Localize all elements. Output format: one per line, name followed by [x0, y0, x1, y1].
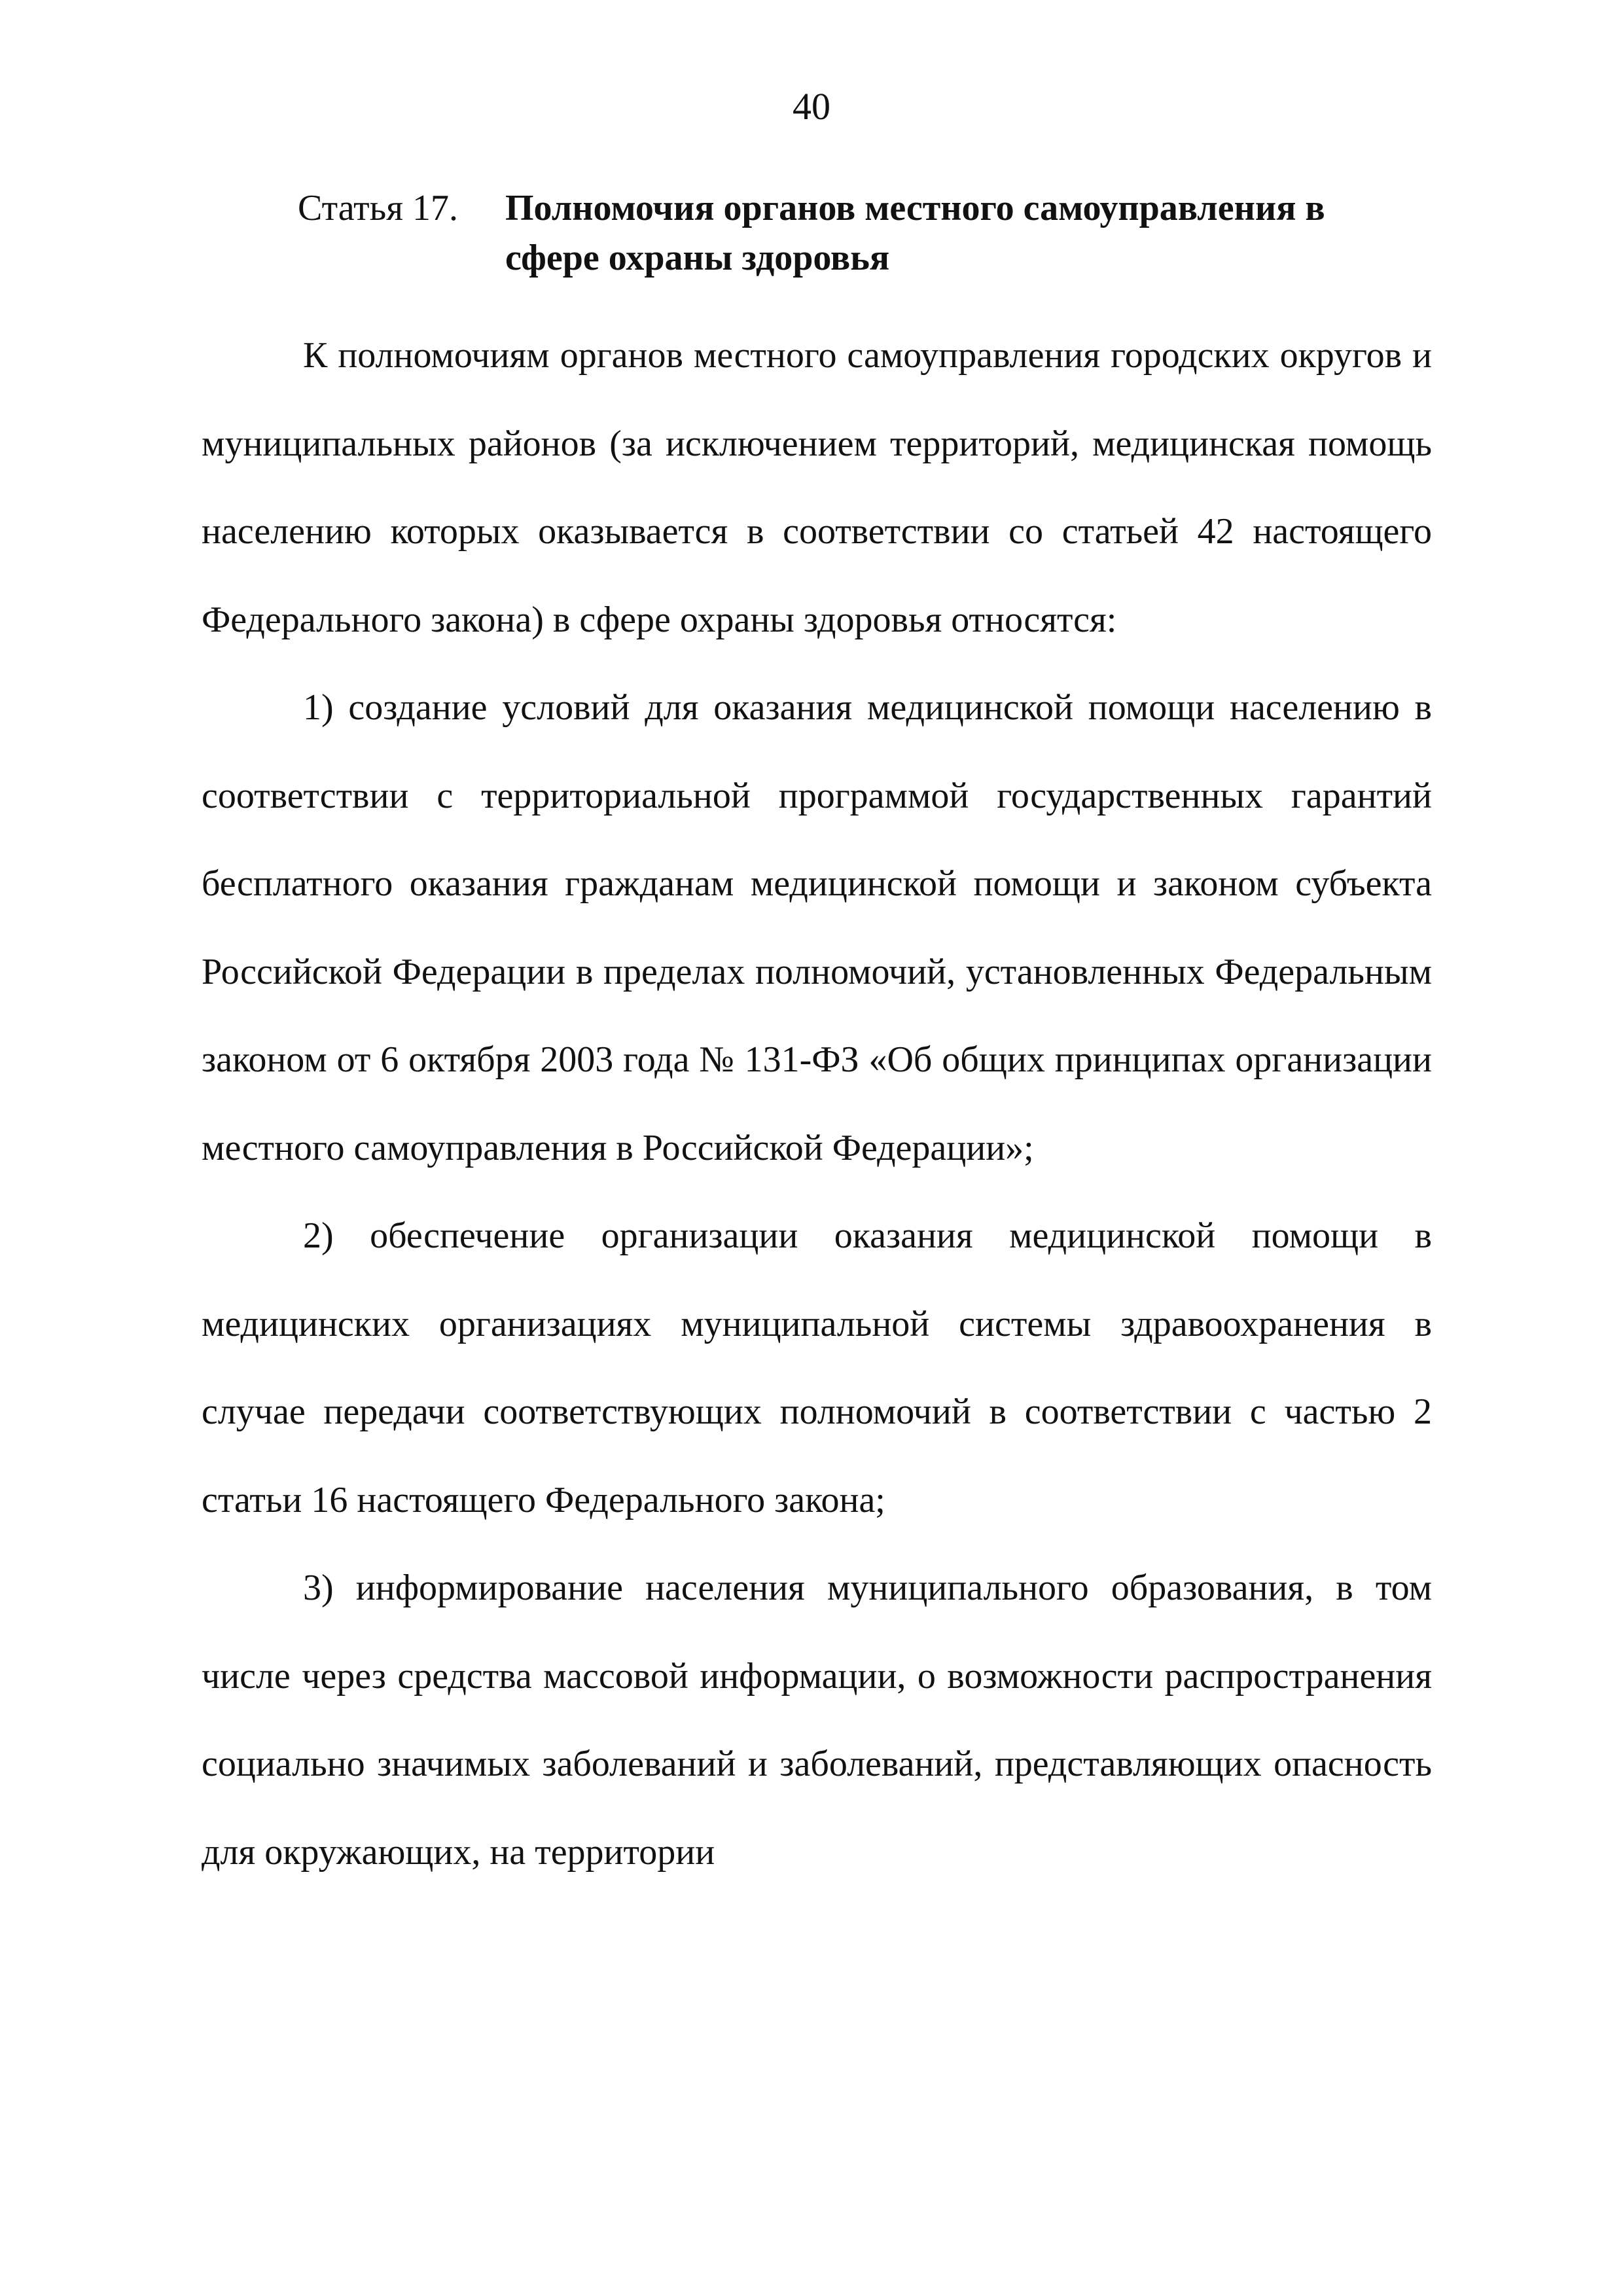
list-item-2: 2) обеспечение организации оказания медицинской помощи в медицинских организациях муниципальной системы здравоохранения в случае передачи соответствующих полномочий в соответствии с частью 2 статьи 16 настоящего Федерального закона; [202, 1215, 1432, 1520]
intro-paragraph: К полномочиям органов местного самоуправления городских округов и муниципальных районов (за исключением территорий, медицинская помощь населению которых оказывается в соответствии со статьей 42 настоящего Федерального закона) в сфере охраны здоровья относятся: [202, 335, 1432, 640]
article-label: Статья 17. [298, 188, 458, 228]
article-body [202, 312, 1432, 1896]
list-item-1: 1) создание условий для оказания медицинской помощи населению в соответствии с территориальной программой государственных гарантий бесплатного оказания гражданам медицинской помощи и законом субъекта Российской Федерации в пределах полномочий, установленных Федеральным законом от 6 октября 2003 года № 131-ФЗ «Об общих принципах организации местного самоуправления в Российской Федерации»; [202, 687, 1432, 1168]
list-item-3: 3) информирование населения муниципального образования, в том числе через средства массовой информации, о возможности распространения социально значимых заболеваний и заболеваний, представляющих опасность для окружающих, на территории [202, 1568, 1432, 1873]
page-number: 40 [793, 85, 830, 128]
article-title: Полномочия органов местного самоуправления в сфере охраны здоровья [505, 188, 1325, 278]
